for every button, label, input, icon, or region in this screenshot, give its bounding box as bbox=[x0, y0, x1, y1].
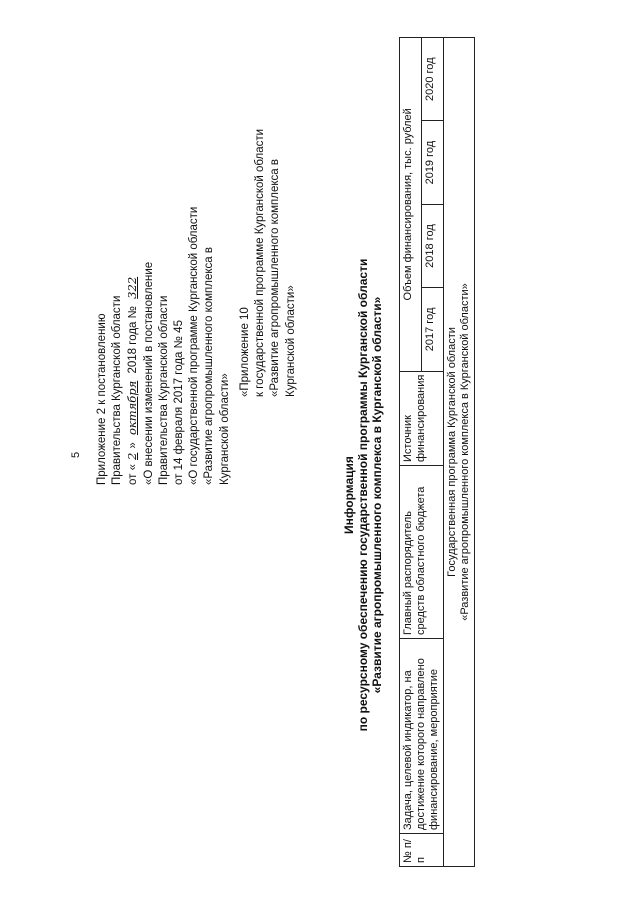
approval-line: «О государственной программе Курганской области bbox=[188, 206, 201, 485]
appendix-line: Курганской области» bbox=[284, 285, 297, 397]
table-header-row bbox=[400, 38, 422, 867]
title-line: по ресурсному обеспечению государственной программы Курганской области bbox=[356, 258, 370, 732]
table-row bbox=[444, 38, 475, 867]
program-row-line: «Развитие агропромышленного комплекса в Курганской области» bbox=[459, 283, 471, 621]
header-executor: Главный распорядитель средств областного бюджета bbox=[400, 466, 444, 639]
handwritten-month: октября bbox=[125, 380, 140, 436]
page-number: 5 bbox=[70, 451, 82, 458]
handwritten-day: 2 bbox=[125, 452, 140, 460]
header-num: № п/п bbox=[400, 834, 444, 867]
header-volume: Объем финансирования, тыс. рублей bbox=[400, 38, 422, 372]
title-line: «Развитие агропромышленного комплекса в Курганской области» bbox=[370, 296, 384, 694]
header-source: Источник финансирования bbox=[400, 371, 444, 465]
header-year: 2020 год bbox=[422, 38, 444, 121]
program-row-cell bbox=[444, 38, 475, 867]
appendix-line: «Приложение 10 bbox=[239, 307, 251, 397]
approval-line: Правительства Курганской области bbox=[111, 295, 124, 485]
approval-line: «Развитие агропромышленного комплекса в bbox=[203, 247, 216, 485]
approval-line: Правительства Курганской области bbox=[157, 295, 170, 485]
appendix-line: к государственной программе Курганской области bbox=[254, 128, 267, 397]
program-row-line: Государственная программа Курганской области bbox=[446, 327, 458, 577]
header-year: 2017 год bbox=[422, 288, 444, 371]
date-mid: » bbox=[127, 442, 140, 449]
funding-table bbox=[399, 37, 475, 867]
date-year: 2018 года № bbox=[127, 306, 140, 374]
handwritten-number: 322 bbox=[125, 276, 140, 299]
appendix-line: «Развитие агропромышленного комплекса в bbox=[269, 159, 282, 397]
approval-line: Курганской области» bbox=[218, 373, 231, 485]
approval-line: от 14 февраля 2017 года № 45 bbox=[173, 320, 186, 485]
header-year: 2019 год bbox=[422, 121, 444, 204]
title-line: Информация bbox=[342, 456, 356, 534]
header-year: 2018 год bbox=[422, 204, 444, 287]
approval-date-line bbox=[125, 85, 141, 485]
approval-header bbox=[95, 85, 233, 485]
approval-line: Приложение 2 к постановлению bbox=[96, 313, 108, 485]
appendix-header bbox=[238, 37, 299, 397]
document-title bbox=[342, 195, 384, 795]
header-task: Задача, целевой индикатор, на достижение которого направлено финансирование, мероприятие bbox=[400, 639, 444, 834]
date-prefix: от « bbox=[127, 463, 140, 485]
approval-line: «О внесении изменений в постановление bbox=[142, 261, 155, 485]
